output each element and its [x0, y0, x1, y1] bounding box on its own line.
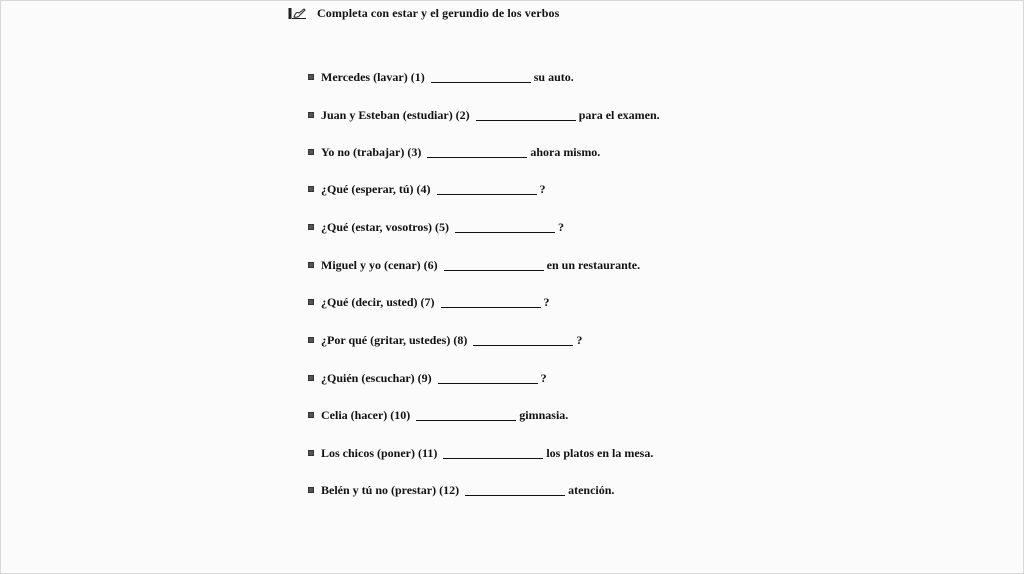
exercise-item	[308, 407, 568, 423]
exercise-item	[308, 257, 640, 273]
answer-blank	[437, 184, 537, 195]
bullet-icon	[308, 224, 314, 230]
answer-blank	[455, 222, 555, 233]
answer-blank	[465, 485, 565, 496]
bullet-icon	[308, 450, 314, 456]
bullet-icon	[308, 487, 314, 493]
item-suffix: su auto.	[533, 69, 574, 84]
item-suffix: los platos en la mesa.	[546, 445, 654, 460]
item-prompt: ¿Qué (estar, vosotros) (5)	[321, 219, 449, 234]
item-suffix: gimnasia.	[519, 407, 569, 422]
item-suffix: ?	[540, 370, 547, 385]
answer-blank	[438, 373, 538, 384]
exercise-item	[308, 144, 600, 160]
bullet-icon	[308, 337, 314, 343]
bullet-icon	[308, 299, 314, 305]
exercise-title: Completa con estar y el gerundio de los verbos	[317, 5, 560, 20]
item-suffix: ahora mismo.	[530, 144, 601, 159]
exercise-item	[308, 332, 582, 348]
exercise-item	[308, 181, 546, 197]
answer-blank	[444, 260, 544, 271]
exercise-item	[308, 370, 547, 386]
bullet-icon	[308, 375, 314, 381]
item-prompt: Miguel y yo (cenar) (6)	[321, 257, 438, 272]
item-prompt: Belén y tú no (prestar) (12)	[321, 482, 460, 497]
item-prompt: Celia (hacer) (10)	[321, 407, 411, 422]
item-suffix: ?	[557, 219, 564, 234]
bullet-icon	[308, 74, 314, 80]
item-suffix: ?	[576, 332, 583, 347]
answer-blank	[416, 410, 516, 421]
answer-blank	[476, 110, 576, 121]
exercise-item	[308, 69, 574, 85]
writing-hand-icon	[288, 6, 308, 20]
exercise-item	[308, 219, 564, 235]
answer-blank	[473, 335, 573, 346]
item-suffix: en un restaurante.	[546, 257, 641, 272]
bullet-icon	[308, 186, 314, 192]
item-suffix: ?	[543, 294, 550, 309]
item-prompt: Juan y Esteban (estudiar) (2)	[321, 107, 470, 122]
item-prompt: Yo no (trabajar) (3)	[321, 144, 422, 159]
exercise-header	[288, 5, 559, 21]
item-prompt: ¿Quién (escuchar) (9)	[321, 370, 432, 385]
exercise-item	[308, 445, 653, 461]
bullet-icon	[308, 262, 314, 268]
answer-blank	[443, 448, 543, 459]
exercise-item	[308, 294, 550, 310]
answer-blank	[441, 297, 541, 308]
item-prompt: Mercedes (lavar) (1)	[321, 69, 425, 84]
exercise-item	[308, 107, 660, 123]
item-prompt: ¿Por qué (gritar, ustedes) (8)	[321, 332, 468, 347]
item-suffix: para el examen.	[578, 107, 660, 122]
item-prompt: ¿Qué (esperar, tú) (4)	[321, 181, 431, 196]
bullet-icon	[308, 112, 314, 118]
bullet-icon	[308, 149, 314, 155]
item-suffix: atención.	[568, 482, 615, 497]
item-prompt: ¿Qué (decir, usted) (7)	[321, 294, 435, 309]
item-prompt: Los chicos (poner) (11)	[321, 445, 438, 460]
item-suffix: ?	[539, 181, 546, 196]
bullet-icon	[308, 412, 314, 418]
exercise-item	[308, 482, 614, 498]
answer-blank	[431, 72, 531, 83]
answer-blank	[427, 147, 527, 158]
